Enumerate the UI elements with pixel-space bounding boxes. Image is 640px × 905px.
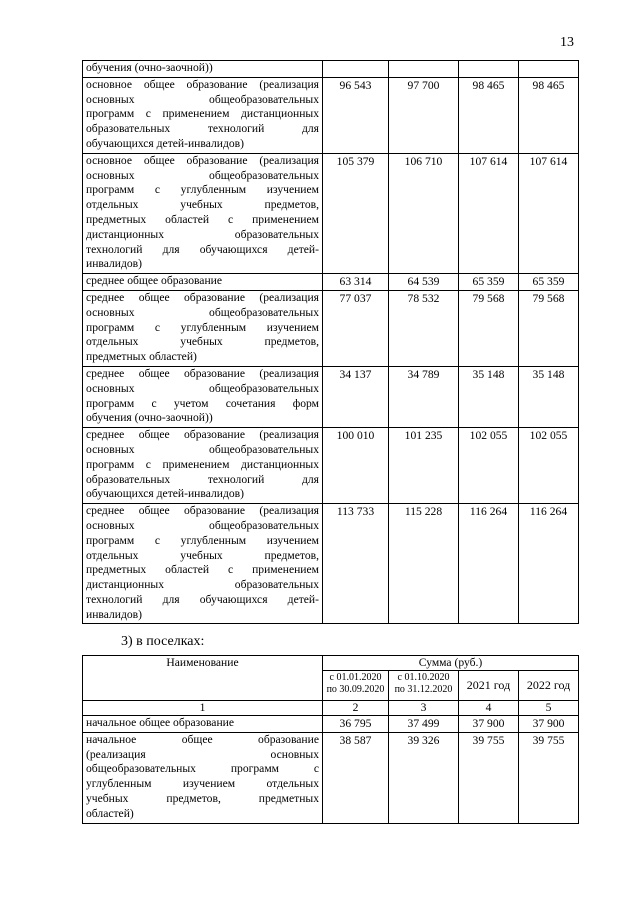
value-cell: 98 465 (459, 77, 519, 153)
description-line: основных общеобразовательных (86, 305, 319, 319)
description-line: предметных областей с применением (86, 212, 319, 226)
row-description (83, 153, 323, 273)
value-cell: 100 010 (323, 428, 389, 504)
value-cell (459, 61, 519, 78)
description-line: образовательных технологий для (86, 472, 319, 486)
description-line: основных общеобразовательных (86, 168, 319, 182)
period-header-2-to: по 31.12.2020 (394, 684, 453, 695)
value-cell: 116 264 (459, 504, 519, 624)
value-cell: 97 700 (389, 77, 459, 153)
year-header-2022: 2022 год (519, 671, 579, 701)
value-cell: 98 465 (519, 77, 579, 153)
value-cell: 79 568 (459, 290, 519, 366)
table-row (83, 428, 579, 504)
page-number: 13 (560, 35, 574, 50)
description-line: обучения (очно-заочной)) (86, 411, 213, 425)
description-line: программ с учетом сочетания форм (86, 396, 319, 410)
description-line: инвалидов) (86, 607, 142, 621)
description-line: основных общеобразовательных (86, 92, 319, 106)
column-index-cell: 4 (459, 701, 519, 716)
row-description (83, 716, 323, 733)
period-header-2-from: с 01.10.2020 (397, 672, 450, 683)
value-cell: 63 314 (323, 274, 389, 291)
value-cell: 78 532 (389, 290, 459, 366)
description-line: программ с углубленным изучением (86, 183, 319, 197)
description-line: программ с углубленным изучением (86, 320, 319, 334)
value-cell: 101 235 (389, 428, 459, 504)
description-line: обучающихся детей-инвалидов) (86, 136, 244, 150)
description-line: обучающихся детей-инвалидов) (86, 487, 244, 501)
column-index-cell: 1 (83, 701, 323, 716)
table-row (83, 153, 579, 273)
description-line: среднее общее образование (реализация (86, 504, 319, 518)
name-column-header: Наименование (83, 656, 323, 701)
row-description (83, 732, 323, 823)
table-row (83, 716, 579, 733)
description-line: начальное общее образование (86, 716, 235, 729)
period-header-1 (323, 671, 389, 701)
value-cell: 105 379 (323, 153, 389, 273)
table-row (83, 732, 579, 823)
row-description (83, 274, 323, 291)
period-header-1-from: с 01.01.2020 (329, 672, 382, 683)
description-line: дистанционных образовательных (86, 578, 319, 592)
value-cell: 34 789 (389, 366, 459, 427)
description-line: учебных предметов, предметных (86, 791, 319, 805)
description-line: технологий для обучающихся детей- (86, 592, 319, 606)
header-row-top (83, 656, 579, 671)
column-index-row (83, 701, 579, 716)
row-description (83, 366, 323, 427)
description-line: основное общее образование (реализация (86, 77, 319, 91)
value-cell: 36 795 (323, 716, 389, 733)
description-line: основных общеобразовательных (86, 381, 319, 395)
value-cell: 102 055 (519, 428, 579, 504)
value-cell: 107 614 (459, 153, 519, 273)
row-description (83, 504, 323, 624)
value-cell: 79 568 (519, 290, 579, 366)
value-cell: 64 539 (389, 274, 459, 291)
column-index-cell: 5 (519, 701, 579, 716)
description-line: отдельных учебных предметов, (86, 335, 319, 349)
row-description (83, 428, 323, 504)
value-cell: 35 148 (519, 366, 579, 427)
description-line: инвалидов) (86, 257, 142, 271)
description-line: основных общеобразовательных (86, 518, 319, 532)
row-description (83, 61, 323, 78)
row-description (83, 77, 323, 153)
value-cell: 113 733 (323, 504, 389, 624)
description-line: дистанционных образовательных (86, 227, 319, 241)
value-cell: 34 137 (323, 366, 389, 427)
value-cell: 65 359 (459, 274, 519, 291)
value-cell: 77 037 (323, 290, 389, 366)
tariff-table-settlements (82, 655, 579, 824)
value-cell: 35 148 (459, 366, 519, 427)
value-cell: 37 900 (519, 716, 579, 733)
description-line: отдельных учебных предметов, (86, 198, 319, 212)
value-cell: 116 264 (519, 504, 579, 624)
description-line: общеобразовательных программ с (86, 762, 319, 776)
description-line: программ с углубленным изучением (86, 533, 319, 547)
description-line: предметных областей с применением (86, 563, 319, 577)
description-line: программ с применением дистанционных (86, 457, 319, 471)
section-heading: 3) в поселках: (121, 634, 205, 649)
description-line: углубленным изучением отдельных (86, 777, 319, 791)
description-line: программ с применением дистанционных (86, 107, 319, 121)
value-cell: 37 499 (389, 716, 459, 733)
description-line: начальное общее образование (86, 732, 319, 746)
description-line: среднее общее образование (86, 274, 223, 288)
description-line: обучения (очно-заочной)) (86, 61, 213, 74)
column-index-cell: 2 (323, 701, 389, 716)
table-row (83, 77, 579, 153)
description-line: отдельных учебных предметов, (86, 548, 319, 562)
value-cell: 65 359 (519, 274, 579, 291)
value-cell: 102 055 (459, 428, 519, 504)
table-row (83, 274, 579, 291)
value-cell (323, 61, 389, 78)
description-line: предметных областей) (86, 350, 197, 364)
description-line: основное общее образование (реализация (86, 153, 319, 167)
value-cell: 96 543 (323, 77, 389, 153)
column-index-cell: 3 (389, 701, 459, 716)
description-line: среднее общее образование (реализация (86, 290, 319, 304)
table-row (83, 366, 579, 427)
value-cell: 39 755 (459, 732, 519, 823)
value-cell: 37 900 (459, 716, 519, 733)
table-row (83, 61, 579, 78)
description-line: (реализация основных (86, 747, 319, 761)
description-line: среднее общее образование (реализация (86, 428, 319, 442)
period-header-2 (389, 671, 459, 701)
value-cell: 38 587 (323, 732, 389, 823)
description-line: областей) (86, 806, 134, 820)
table-row (83, 290, 579, 366)
period-header-1-to: по 30.09.2020 (326, 684, 385, 695)
value-cell (389, 61, 459, 78)
tariff-table-continued (82, 60, 579, 624)
description-line: образовательных технологий для (86, 122, 319, 136)
value-cell: 107 614 (519, 153, 579, 273)
value-cell (519, 61, 579, 78)
value-cell: 39 326 (389, 732, 459, 823)
year-header-2021: 2021 год (459, 671, 519, 701)
value-cell: 115 228 (389, 504, 459, 624)
description-line: среднее общее образование (реализация (86, 366, 319, 380)
table-row (83, 504, 579, 624)
value-cell: 39 755 (519, 732, 579, 823)
row-description (83, 290, 323, 366)
description-line: технологий для обучающихся детей- (86, 242, 319, 256)
value-cell: 106 710 (389, 153, 459, 273)
sum-column-header: Сумма (руб.) (323, 656, 579, 671)
description-line: основных общеобразовательных (86, 442, 319, 456)
